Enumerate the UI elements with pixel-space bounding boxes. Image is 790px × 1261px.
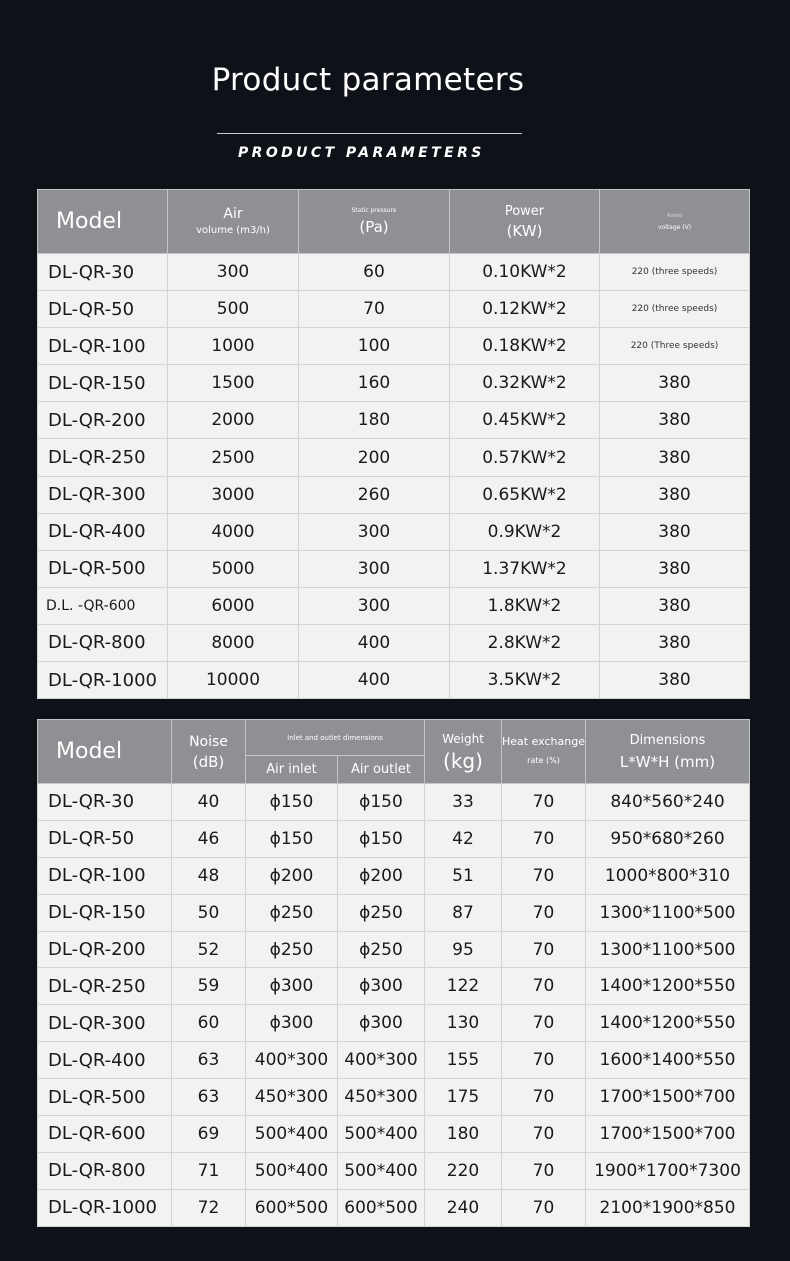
model-cell: DL-QR-50 — [38, 291, 168, 328]
weight-cell: 155 — [425, 1042, 502, 1079]
table-row — [38, 365, 750, 402]
power-cell: 0.32KW*2 — [450, 365, 600, 402]
table-row — [38, 254, 750, 291]
heat-exchange-cell: 70 — [502, 857, 586, 894]
air-volume-cell: 10000 — [168, 662, 299, 699]
noise-cell: 50 — [172, 894, 246, 931]
weight-cell: 42 — [425, 820, 502, 857]
table-row — [38, 1042, 750, 1079]
heat-exchange-cell: 70 — [502, 784, 586, 821]
table-row — [38, 402, 750, 439]
header-model: Model — [38, 190, 168, 254]
dimensions-cell: 1300*1100*500 — [586, 931, 750, 968]
heat-exchange-cell: 70 — [502, 894, 586, 931]
noise-cell: 71 — [172, 1152, 246, 1189]
heat-exchange-cell: 70 — [502, 1005, 586, 1042]
air-inlet-cell: ϕ250 — [246, 931, 338, 968]
heat-exchange-cell: 70 — [502, 1152, 586, 1189]
noise-cell: 60 — [172, 1005, 246, 1042]
model-cell: DL-QR-300 — [38, 476, 168, 513]
model-cell: DL-QR-150 — [38, 894, 172, 931]
model-cell: DL-QR-30 — [38, 784, 172, 821]
dimensions-cell: 1900*1700*7300 — [586, 1152, 750, 1189]
power-cell: 0.57KW*2 — [450, 439, 600, 476]
noise-cell: 72 — [172, 1189, 246, 1226]
header-voltage — [600, 190, 750, 254]
header-weight — [425, 720, 502, 784]
parameters-table-2 — [37, 719, 750, 1227]
model-cell: DL-QR-200 — [38, 402, 168, 439]
air-volume-cell: 1500 — [168, 365, 299, 402]
model-cell: DL-QR-1000 — [38, 1189, 172, 1226]
dimensions-cell: 1000*800*310 — [586, 857, 750, 894]
air-outlet-cell: ϕ250 — [338, 894, 425, 931]
static-pressure-cell: 200 — [299, 439, 450, 476]
power-cell: 0.9KW*2 — [450, 513, 600, 550]
air-outlet-cell: 600*500 — [338, 1189, 425, 1226]
weight-cell: 95 — [425, 931, 502, 968]
header-static-line1: Static pressure — [351, 206, 397, 214]
table-row — [38, 968, 750, 1005]
weight-cell: 122 — [425, 968, 502, 1005]
air-outlet-cell: ϕ300 — [338, 1005, 425, 1042]
power-cell: 0.65KW*2 — [450, 476, 600, 513]
model-cell: DL-QR-600 — [38, 1116, 172, 1153]
table-row — [38, 624, 750, 661]
voltage-cell: 380 — [600, 513, 750, 550]
header-air-volume — [168, 190, 299, 254]
air-inlet-cell: ϕ150 — [246, 820, 338, 857]
dimensions-cell: 1400*1200*550 — [586, 1005, 750, 1042]
weight-cell: 180 — [425, 1116, 502, 1153]
model-cell: DL-QR-200 — [38, 931, 172, 968]
weight-cell: 220 — [425, 1152, 502, 1189]
air-inlet-cell: ϕ150 — [246, 784, 338, 821]
model-cell: DL-QR-400 — [38, 513, 168, 550]
noise-cell: 48 — [172, 857, 246, 894]
voltage-cell: 220 (three speeds) — [600, 291, 750, 328]
table-row — [38, 784, 750, 821]
voltage-cell: 380 — [600, 550, 750, 587]
noise-cell: 40 — [172, 784, 246, 821]
header-power-line1: Power — [504, 203, 545, 219]
air-volume-cell: 3000 — [168, 476, 299, 513]
air-outlet-cell: 500*400 — [338, 1116, 425, 1153]
parameters-table-1 — [37, 189, 750, 699]
model-cell: DL-QR-250 — [38, 439, 168, 476]
weight-cell: 33 — [425, 784, 502, 821]
static-pressure-cell: 180 — [299, 402, 450, 439]
table-row — [38, 1005, 750, 1042]
air-inlet-cell: ϕ300 — [246, 968, 338, 1005]
model-cell: DL-QR-30 — [38, 254, 168, 291]
header-dimensions — [586, 720, 750, 784]
noise-cell: 63 — [172, 1042, 246, 1079]
header-noise — [172, 720, 246, 784]
dimensions-cell: 1300*1100*500 — [586, 894, 750, 931]
heat-exchange-cell: 70 — [502, 1189, 586, 1226]
static-pressure-cell: 400 — [299, 662, 450, 699]
voltage-cell: 380 — [600, 587, 750, 624]
heat-exchange-cell: 70 — [502, 1042, 586, 1079]
header-weight-line1: Weight — [442, 731, 484, 746]
table-row — [38, 513, 750, 550]
static-pressure-cell: 100 — [299, 328, 450, 365]
air-inlet-cell: 500*400 — [246, 1116, 338, 1153]
model-cell: DL-QR-100 — [38, 328, 168, 365]
weight-cell: 87 — [425, 894, 502, 931]
header-air-inlet: Air inlet — [246, 756, 338, 784]
model-cell: DL-QR-500 — [38, 550, 168, 587]
power-cell: 1.37KW*2 — [450, 550, 600, 587]
air-inlet-cell: ϕ200 — [246, 857, 338, 894]
air-outlet-cell: ϕ150 — [338, 784, 425, 821]
voltage-cell: 380 — [600, 439, 750, 476]
air-inlet-cell: ϕ250 — [246, 894, 338, 931]
table-row — [38, 662, 750, 699]
air-volume-cell: 6000 — [168, 587, 299, 624]
air-volume-cell: 5000 — [168, 550, 299, 587]
heat-exchange-cell: 70 — [502, 968, 586, 1005]
air-inlet-cell: 400*300 — [246, 1042, 338, 1079]
static-pressure-cell: 60 — [299, 254, 450, 291]
header-dims-line2: L*W*H (mm) — [619, 752, 716, 771]
dimensions-cell: 1600*1400*550 — [586, 1042, 750, 1079]
power-cell: 0.45KW*2 — [450, 402, 600, 439]
model-cell: DL-QR-50 — [38, 820, 172, 857]
noise-cell: 52 — [172, 931, 246, 968]
header-model-2: Model — [38, 720, 172, 784]
table-row — [38, 550, 750, 587]
model-cell: DL-QR-250 — [38, 968, 172, 1005]
air-volume-cell: 2000 — [168, 402, 299, 439]
air-inlet-cell: 600*500 — [246, 1189, 338, 1226]
static-pressure-cell: 400 — [299, 624, 450, 661]
model-cell: DL-QR-400 — [38, 1042, 172, 1079]
header-noise-line1: Noise — [189, 733, 228, 750]
model-cell: D.L. -QR-600 — [38, 587, 168, 624]
air-outlet-cell: 450*300 — [338, 1079, 425, 1116]
static-pressure-cell: 300 — [299, 513, 450, 550]
air-inlet-cell: 450*300 — [246, 1079, 338, 1116]
header-weight-line2: (kg) — [443, 748, 483, 773]
air-inlet-cell: 500*400 — [246, 1152, 338, 1189]
static-pressure-cell: 70 — [299, 291, 450, 328]
air-outlet-cell: ϕ200 — [338, 857, 425, 894]
header-heat-exchange — [502, 720, 586, 784]
power-cell: 0.12KW*2 — [450, 291, 600, 328]
header-power — [450, 190, 600, 254]
table-row — [38, 1116, 750, 1153]
dimensions-cell: 1400*1200*550 — [586, 968, 750, 1005]
static-pressure-cell: 160 — [299, 365, 450, 402]
table-row — [38, 857, 750, 894]
page-subtitle: PRODUCT PARAMETERS — [238, 145, 485, 161]
header-power-line2: (KW) — [506, 221, 543, 240]
power-cell: 1.8KW*2 — [450, 587, 600, 624]
dimensions-cell: 1700*1500*700 — [586, 1079, 750, 1116]
noise-cell: 69 — [172, 1116, 246, 1153]
weight-cell: 130 — [425, 1005, 502, 1042]
table-row — [38, 820, 750, 857]
page-title: Product parameters — [211, 62, 525, 98]
power-cell: 0.10KW*2 — [450, 254, 600, 291]
power-cell: 3.5KW*2 — [450, 662, 600, 699]
air-outlet-cell: ϕ250 — [338, 931, 425, 968]
header-air-outlet: Air outlet — [338, 756, 425, 784]
table-row — [38, 476, 750, 513]
heat-exchange-cell: 70 — [502, 1079, 586, 1116]
weight-cell: 240 — [425, 1189, 502, 1226]
dimensions-cell: 2100*1900*850 — [586, 1189, 750, 1226]
table-row — [38, 1152, 750, 1189]
heat-exchange-cell: 70 — [502, 1116, 586, 1153]
dimensions-cell: 1700*1500*700 — [586, 1116, 750, 1153]
voltage-cell: 220 (Three speeds) — [600, 328, 750, 365]
air-outlet-cell: ϕ150 — [338, 820, 425, 857]
static-pressure-cell: 260 — [299, 476, 450, 513]
dimensions-cell: 950*680*260 — [586, 820, 750, 857]
voltage-cell: 380 — [600, 365, 750, 402]
header-noise-line2: (dB) — [192, 752, 225, 771]
header-voltage-line1: Rated — [667, 212, 682, 219]
air-volume-cell: 8000 — [168, 624, 299, 661]
power-cell: 0.18KW*2 — [450, 328, 600, 365]
header-heat-line1: Heat exchange — [502, 734, 585, 748]
model-cell: DL-QR-800 — [38, 624, 168, 661]
header-voltage-line2: voltage (V) — [657, 223, 692, 231]
power-cell: 2.8KW*2 — [450, 624, 600, 661]
header-air-line1: Air — [223, 205, 243, 222]
model-cell: DL-QR-300 — [38, 1005, 172, 1042]
voltage-cell: 380 — [600, 402, 750, 439]
model-cell: DL-QR-800 — [38, 1152, 172, 1189]
weight-cell: 175 — [425, 1079, 502, 1116]
model-cell: DL-QR-100 — [38, 857, 172, 894]
model-cell: DL-QR-1000 — [38, 662, 168, 699]
table-row — [38, 1079, 750, 1116]
table-row — [38, 328, 750, 365]
table-row — [38, 894, 750, 931]
table-row — [38, 1189, 750, 1226]
header-inlet-outlet: Inlet and outlet dimensions — [246, 720, 425, 756]
header-dims-line1: Dimensions — [629, 732, 706, 748]
static-pressure-cell: 300 — [299, 550, 450, 587]
voltage-cell: 380 — [600, 662, 750, 699]
air-volume-cell: 500 — [168, 291, 299, 328]
air-outlet-cell: ϕ300 — [338, 968, 425, 1005]
air-outlet-cell: 500*400 — [338, 1152, 425, 1189]
header-air-line2: volume (m3/h) — [196, 224, 270, 236]
header-heat-line2: rate (%) — [527, 755, 560, 765]
voltage-cell: 380 — [600, 624, 750, 661]
voltage-cell: 380 — [600, 476, 750, 513]
noise-cell: 59 — [172, 968, 246, 1005]
static-pressure-cell: 300 — [299, 587, 450, 624]
air-volume-cell: 1000 — [168, 328, 299, 365]
table-row — [38, 931, 750, 968]
air-volume-cell: 2500 — [168, 439, 299, 476]
air-volume-cell: 4000 — [168, 513, 299, 550]
header-static-pressure — [299, 190, 450, 254]
noise-cell: 46 — [172, 820, 246, 857]
table-row — [38, 291, 750, 328]
table-row — [38, 587, 750, 624]
voltage-cell: 220 (three speeds) — [600, 254, 750, 291]
title-divider — [217, 133, 522, 134]
table-row — [38, 439, 750, 476]
air-outlet-cell: 400*300 — [338, 1042, 425, 1079]
air-volume-cell: 300 — [168, 254, 299, 291]
weight-cell: 51 — [425, 857, 502, 894]
air-inlet-cell: ϕ300 — [246, 1005, 338, 1042]
model-cell: DL-QR-500 — [38, 1079, 172, 1116]
header-static-line2: (Pa) — [359, 217, 389, 236]
heat-exchange-cell: 70 — [502, 931, 586, 968]
noise-cell: 63 — [172, 1079, 246, 1116]
heat-exchange-cell: 70 — [502, 820, 586, 857]
model-cell: DL-QR-150 — [38, 365, 168, 402]
dimensions-cell: 840*560*240 — [586, 784, 750, 821]
